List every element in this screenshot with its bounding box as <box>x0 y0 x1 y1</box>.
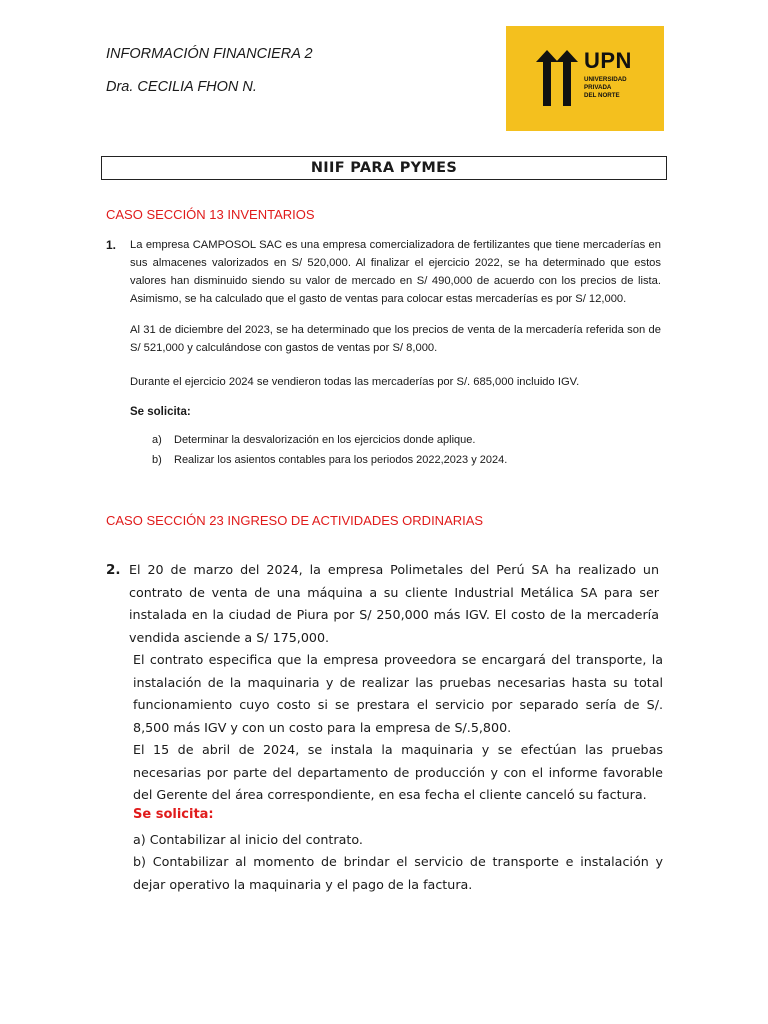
case2-paragraph: El 15 de abril de 2024, se instala la maquinaria y se efectúan las pruebas necesarias por parte del departamento de producción y con el informe favorable del Gerente del área correspondiente, en esa fecha el cliente canceló su factura. <box>133 742 663 802</box>
upn-logo <box>506 26 664 131</box>
case2-request-label: Se solicita: <box>133 807 214 822</box>
logo-subtitle-line: DEL NORTE <box>584 92 620 99</box>
logo-name: UPN <box>584 48 632 73</box>
case1-request-item <box>152 454 507 466</box>
case2-request-item: b) Contabilizar al momento de brindar el servicio de transporte e instalación y dejar operativo la maquinaria y el pago de la factura. <box>133 854 663 892</box>
document-title: NIIF PARA PYMES <box>101 156 667 180</box>
list-marker: a) <box>152 434 162 446</box>
upn-arrow-mark-icon <box>536 48 580 108</box>
teacher-name: Dra. CECILIA FHON N. <box>106 79 257 95</box>
case1-heading: CASO SECCIÓN 13 INVENTARIOS <box>106 207 315 222</box>
case2-heading: CASO SECCIÓN 23 INGRESO DE ACTIVIDADES ORDINARIAS <box>106 513 484 528</box>
case2-paragraph: El 20 de marzo del 2024, la empresa Polimetales del Perú SA ha realizado un contrato de venta de una máquina a su cliente Industrial Metálica SA para ser instalada en la ciudad de Piura por S/ 250,000 más IGV. El costo de la mercadería vendida asciende a S/ 175,000. <box>129 562 659 645</box>
list-marker: b) <box>152 454 162 466</box>
course-title: INFORMACIÓN FINANCIERA 2 <box>106 46 313 62</box>
logo-subtitle-line: UNIVERSIDAD <box>584 76 627 83</box>
case1-request-item <box>152 434 475 446</box>
case1-paragraph: La empresa CAMPOSOL SAC es una empresa comercializadora de fertilizantes que tiene mercaderías en sus almacenes valorizados en S/ 520,000. Al finalizar el ejercicio 2022, se ha determinado que estos valores han disminuido siendo su valor de mercado en S/ 490,000 de acuerdo con los precios de lista. Asimismo, se ha calculado que el gasto de ventas para colocar estas mercaderías es por S/ 12,000. <box>130 239 661 305</box>
case1-paragraph: Al 31 de diciembre del 2023, se ha determinado que los precios de venta de la mercadería referida son de S/ 521,000 y calculándose con gastos de ventas por S/ 8,000. <box>130 324 661 354</box>
case1-number: 1. <box>106 238 117 252</box>
case2-paragraph: El contrato especifica que la empresa proveedora se encargará del transporte, la instalación de la maquinaria y de realizar las pruebas necesarias hasta su total funcionamiento cuyo costo si se prestara el servicio por separado sería de S/. 8,500 más IGV y con un costo para la empresa de S/.5,800. <box>133 652 663 735</box>
list-item-text: Determinar la desvalorización en los ejercicios donde aplique. <box>174 434 476 446</box>
case2-number: 2. <box>106 562 121 578</box>
list-item-text: Realizar los asientos contables para los periodos 2022,2023 y 2024. <box>174 454 508 466</box>
logo-subtitle-line: PRIVADA <box>584 84 612 91</box>
case2-request-item: a) Contabilizar al inicio del contrato. <box>133 832 363 847</box>
case1-paragraph: Durante el ejercicio 2024 se vendieron todas las mercaderías por S/. 685,000 incluido IGV. <box>130 376 580 388</box>
case1-request-label: Se solicita: <box>130 406 191 418</box>
